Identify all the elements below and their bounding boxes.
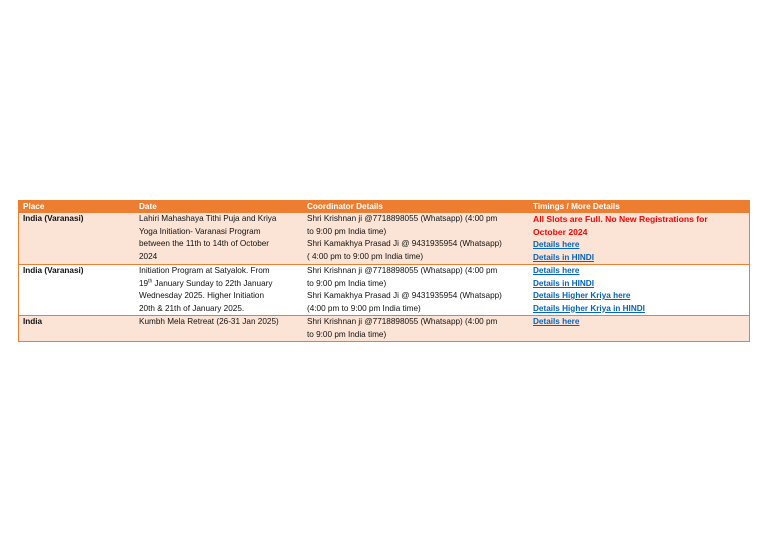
date-line: Wednesday 2025. Higher Initiation — [139, 291, 265, 300]
events-table — [18, 200, 750, 342]
coordinator-cell — [303, 213, 529, 264]
table-row — [19, 264, 749, 316]
details-cell — [529, 265, 749, 315]
date-line: Yoga Initiation- Varanasi Program — [139, 226, 261, 236]
coordinator-line: to 9:00 pm India time) — [307, 226, 387, 236]
coordinator-line: Shri Krishnan ji @7718898055 (Whatsapp) (4:00 pm — [307, 266, 498, 275]
date-cell — [135, 316, 303, 341]
details-cell — [529, 316, 749, 341]
details-higher-kriya-hindi-link[interactable]: Details Higher Kriya in HINDI — [533, 303, 645, 313]
date-line: between the 11th to 14th of October — [139, 239, 270, 248]
coordinator-line: Shri Krishnan ji @7718898055 (Whatsapp) (4:00 pm — [307, 214, 498, 223]
header-timings: Timings / More Details — [533, 202, 620, 211]
date-line: Kumbh Mela Retreat (26-31 Jan 2025) — [139, 317, 279, 326]
header-place: Place — [23, 202, 45, 211]
header-date: Date — [139, 202, 157, 211]
details-here-link[interactable]: Details here — [533, 317, 580, 326]
details-here-link[interactable]: Details here — [533, 240, 580, 249]
coordinator-line: Shri Krishnan ji @7718898055 (Whatsapp) (4:00 pm — [307, 317, 498, 326]
place-cell: India (Varanasi) — [23, 214, 84, 223]
date-ordinal: th — [148, 277, 153, 284]
date-line: 2024 — [139, 251, 158, 261]
header-coordinator: Coordinator Details — [307, 202, 383, 211]
details-hindi-link[interactable]: Details in HINDI — [533, 278, 594, 288]
date-line: Lahiri Mahashaya Tithi Puja and Kriya — [139, 214, 277, 223]
date-day: 19 — [139, 278, 149, 288]
coordinator-cell — [303, 316, 529, 341]
coordinator-cell — [303, 265, 529, 315]
coordinator-line: Shri Kamakhya Prasad Ji @ 9431935954 (Whatsapp) — [307, 239, 502, 248]
slots-full-notice: All Slots are Full. No New Registrations for — [533, 214, 708, 224]
place-cell: India (Varanasi) — [23, 266, 84, 275]
date-rest: January Sunday to 22th January — [152, 278, 273, 288]
date-line: Initiation Program at Satyalok. From — [139, 266, 270, 275]
date-line — [139, 278, 299, 291]
coordinator-line: (4:00 pm to 9:00 pm India time) — [307, 303, 421, 313]
coordinator-line: Shri Kamakhya Prasad Ji @ 9431935954 (Whatsapp) — [307, 291, 502, 300]
table-row — [19, 316, 749, 341]
slots-full-notice: October 2024 — [533, 227, 588, 237]
coordinator-line: ( 4:00 pm to 9:00 pm India time) — [307, 251, 424, 261]
table-header-row — [19, 201, 749, 213]
table-row — [19, 213, 749, 264]
date-line: 20th & 21th of January 2025. — [139, 303, 245, 313]
place-cell: India — [23, 317, 43, 326]
details-here-link[interactable]: Details here — [533, 266, 580, 275]
details-cell — [529, 213, 749, 264]
coordinator-line: to 9:00 pm India time) — [307, 329, 387, 339]
details-higher-kriya-link[interactable]: Details Higher Kriya here — [533, 291, 631, 300]
date-cell — [135, 265, 303, 315]
details-hindi-link[interactable]: Details in HINDI — [533, 252, 594, 262]
date-cell — [135, 213, 303, 264]
coordinator-line: to 9:00 pm India time) — [307, 278, 387, 288]
